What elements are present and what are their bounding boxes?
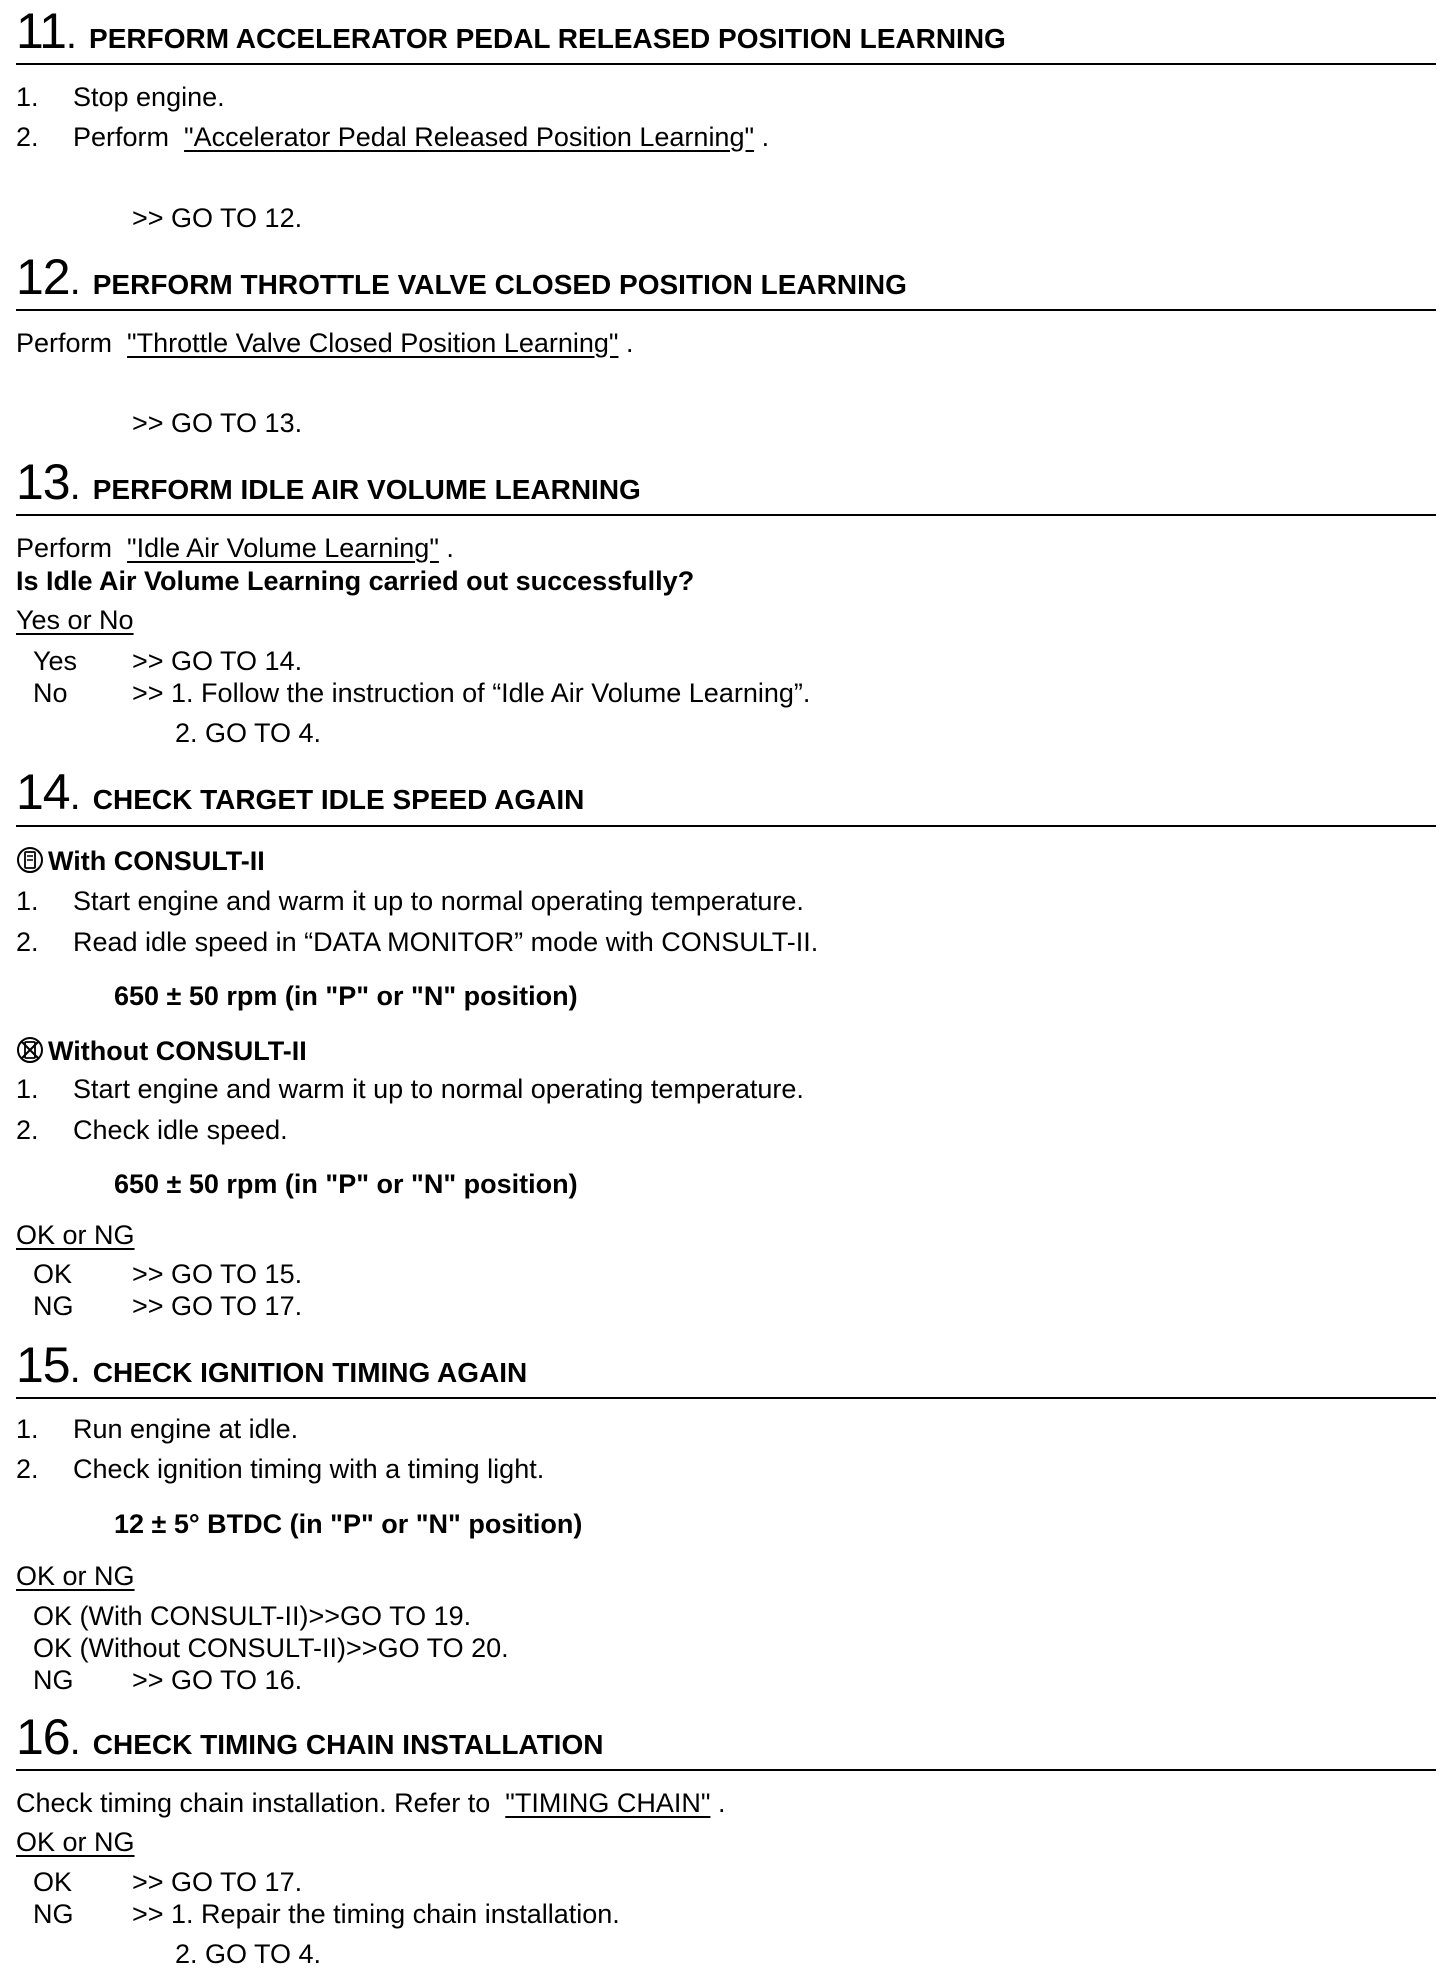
- without-consult-heading: Without CONSULT-II: [16, 1036, 307, 1065]
- answer-action: >> GO TO 17.: [132, 1291, 303, 1321]
- answer-action: >> GO TO 15.: [132, 1259, 303, 1289]
- section-number: 14: [16, 764, 70, 820]
- result-go-to: >> GO TO 12.: [132, 203, 303, 233]
- step-text: Run engine at idle.: [73, 1414, 299, 1444]
- step-number: 2.: [16, 927, 39, 957]
- body-text: Check timing chain installation. Refer to "TIMING CHAIN" .: [16, 1788, 726, 1818]
- step-number: 1.: [16, 1414, 39, 1444]
- section-number: 13: [16, 454, 70, 510]
- answer-action: >> 1. Repair the timing chain installation.: [132, 1899, 620, 1929]
- section-number: 12: [16, 249, 70, 305]
- no-tool-icon: [16, 1036, 44, 1064]
- step-text: Read idle speed in “DATA MONITOR” mode with CONSULT-II.: [73, 927, 819, 957]
- result-go-to: >> GO TO 13.: [132, 408, 303, 438]
- section-15-header: 15 . CHECK IGNITION TIMING AGAIN: [16, 1337, 528, 1393]
- step-text: Start engine and warm it up to normal operating temperature.: [73, 1074, 804, 1104]
- section-12-header: 12 . PERFORM THROTTLE VALVE CLOSED POSITION LEARNING: [16, 249, 907, 305]
- answer-key: NG: [33, 1899, 74, 1929]
- answer-line: OK (With CONSULT-II)>>GO TO 19.: [33, 1601, 472, 1631]
- step-text: Check idle speed.: [73, 1115, 288, 1145]
- step-number: 2.: [16, 1115, 39, 1145]
- step-number: 1.: [16, 82, 39, 112]
- consult-tool-icon: [16, 846, 44, 874]
- section-number: 15: [16, 1337, 70, 1393]
- answer-label: OK or NG: [16, 1220, 135, 1250]
- section-title: PERFORM ACCELERATOR PEDAL RELEASED POSITION LEARNING: [89, 23, 1006, 54]
- section-title: CHECK TARGET IDLE SPEED AGAIN: [92, 784, 585, 815]
- section-divider: [16, 514, 1436, 516]
- ignition-timing-spec: 12 ± 5° BTDC (in "P" or "N" position): [114, 1509, 583, 1539]
- section-14-header: 14 . CHECK TARGET IDLE SPEED AGAIN: [16, 764, 585, 820]
- answer-action: >> 1. Follow the instruction of “Idle Air Volume Learning”.: [132, 678, 811, 708]
- section-16-header: 16 . CHECK TIMING CHAIN INSTALLATION: [16, 1709, 604, 1765]
- answer-label: OK or NG: [16, 1827, 135, 1857]
- section-divider: [16, 825, 1436, 827]
- section-13-header: 13 . PERFORM IDLE AIR VOLUME LEARNING: [16, 454, 641, 510]
- answer-key: No: [33, 678, 68, 708]
- section-title: PERFORM IDLE AIR VOLUME LEARNING: [92, 474, 641, 505]
- answer-label: Yes or No: [16, 605, 134, 635]
- section-divider: [16, 1397, 1436, 1399]
- idle-speed-spec: 650 ± 50 rpm (in "P" or "N" position): [114, 1169, 578, 1199]
- section-title: PERFORM THROTTLE VALVE CLOSED POSITION LEARNING: [92, 269, 907, 300]
- idle-speed-spec: 650 ± 50 rpm (in "P" or "N" position): [114, 981, 578, 1011]
- answer-key: Yes: [33, 646, 78, 676]
- answer-key: NG: [33, 1665, 74, 1695]
- section-title: CHECK TIMING CHAIN INSTALLATION: [92, 1729, 604, 1760]
- with-consult-heading: With CONSULT-II: [16, 846, 265, 875]
- step-text: Check ignition timing with a timing light.: [73, 1454, 545, 1484]
- section-number: 16: [16, 1709, 70, 1765]
- section-divider: [16, 63, 1436, 65]
- step-text: Stop engine.: [73, 82, 225, 112]
- answer-action: >> GO TO 14.: [132, 646, 303, 676]
- throttle-valve-learning-link[interactable]: "Throttle Valve Closed Position Learning": [127, 328, 619, 358]
- section-number: 11: [16, 3, 66, 59]
- step-number: 1.: [16, 886, 39, 916]
- timing-chain-link[interactable]: "TIMING CHAIN": [505, 1788, 711, 1818]
- answer-sub-action: 2. GO TO 4.: [175, 718, 322, 748]
- accelerator-pedal-learning-link[interactable]: "Accelerator Pedal Released Position Learning": [184, 122, 755, 152]
- step-number: 1.: [16, 1074, 39, 1104]
- question: Is Idle Air Volume Learning carried out successfully?: [16, 566, 695, 596]
- section-divider: [16, 309, 1436, 311]
- step-number: 2.: [16, 122, 39, 152]
- step-text: Start engine and warm it up to normal operating temperature.: [73, 886, 804, 916]
- answer-label: OK or NG: [16, 1561, 135, 1591]
- idle-air-volume-learning-link[interactable]: "Idle Air Volume Learning": [127, 533, 439, 563]
- answer-line: OK (Without CONSULT-II)>>GO TO 20.: [33, 1633, 509, 1663]
- section-divider: [16, 1769, 1436, 1771]
- answer-action: >> GO TO 17.: [132, 1867, 303, 1897]
- step-number: 2.: [16, 1454, 39, 1484]
- answer-key: NG: [33, 1291, 74, 1321]
- section-11-header: 11 . PERFORM ACCELERATOR PEDAL RELEASED POSITION LEARNING: [16, 3, 1006, 59]
- answer-key: OK: [33, 1259, 73, 1289]
- answer-sub-action: 2. GO TO 4.: [175, 1939, 322, 1969]
- step-text: Perform "Accelerator Pedal Released Position Learning" .: [73, 122, 770, 152]
- section-title: CHECK IGNITION TIMING AGAIN: [92, 1357, 528, 1388]
- answer-key: OK: [33, 1867, 73, 1897]
- body-text: Perform "Idle Air Volume Learning" .: [16, 533, 454, 563]
- body-text: Perform "Throttle Valve Closed Position Learning" .: [16, 328, 634, 358]
- answer-action: >> GO TO 16.: [132, 1665, 303, 1695]
